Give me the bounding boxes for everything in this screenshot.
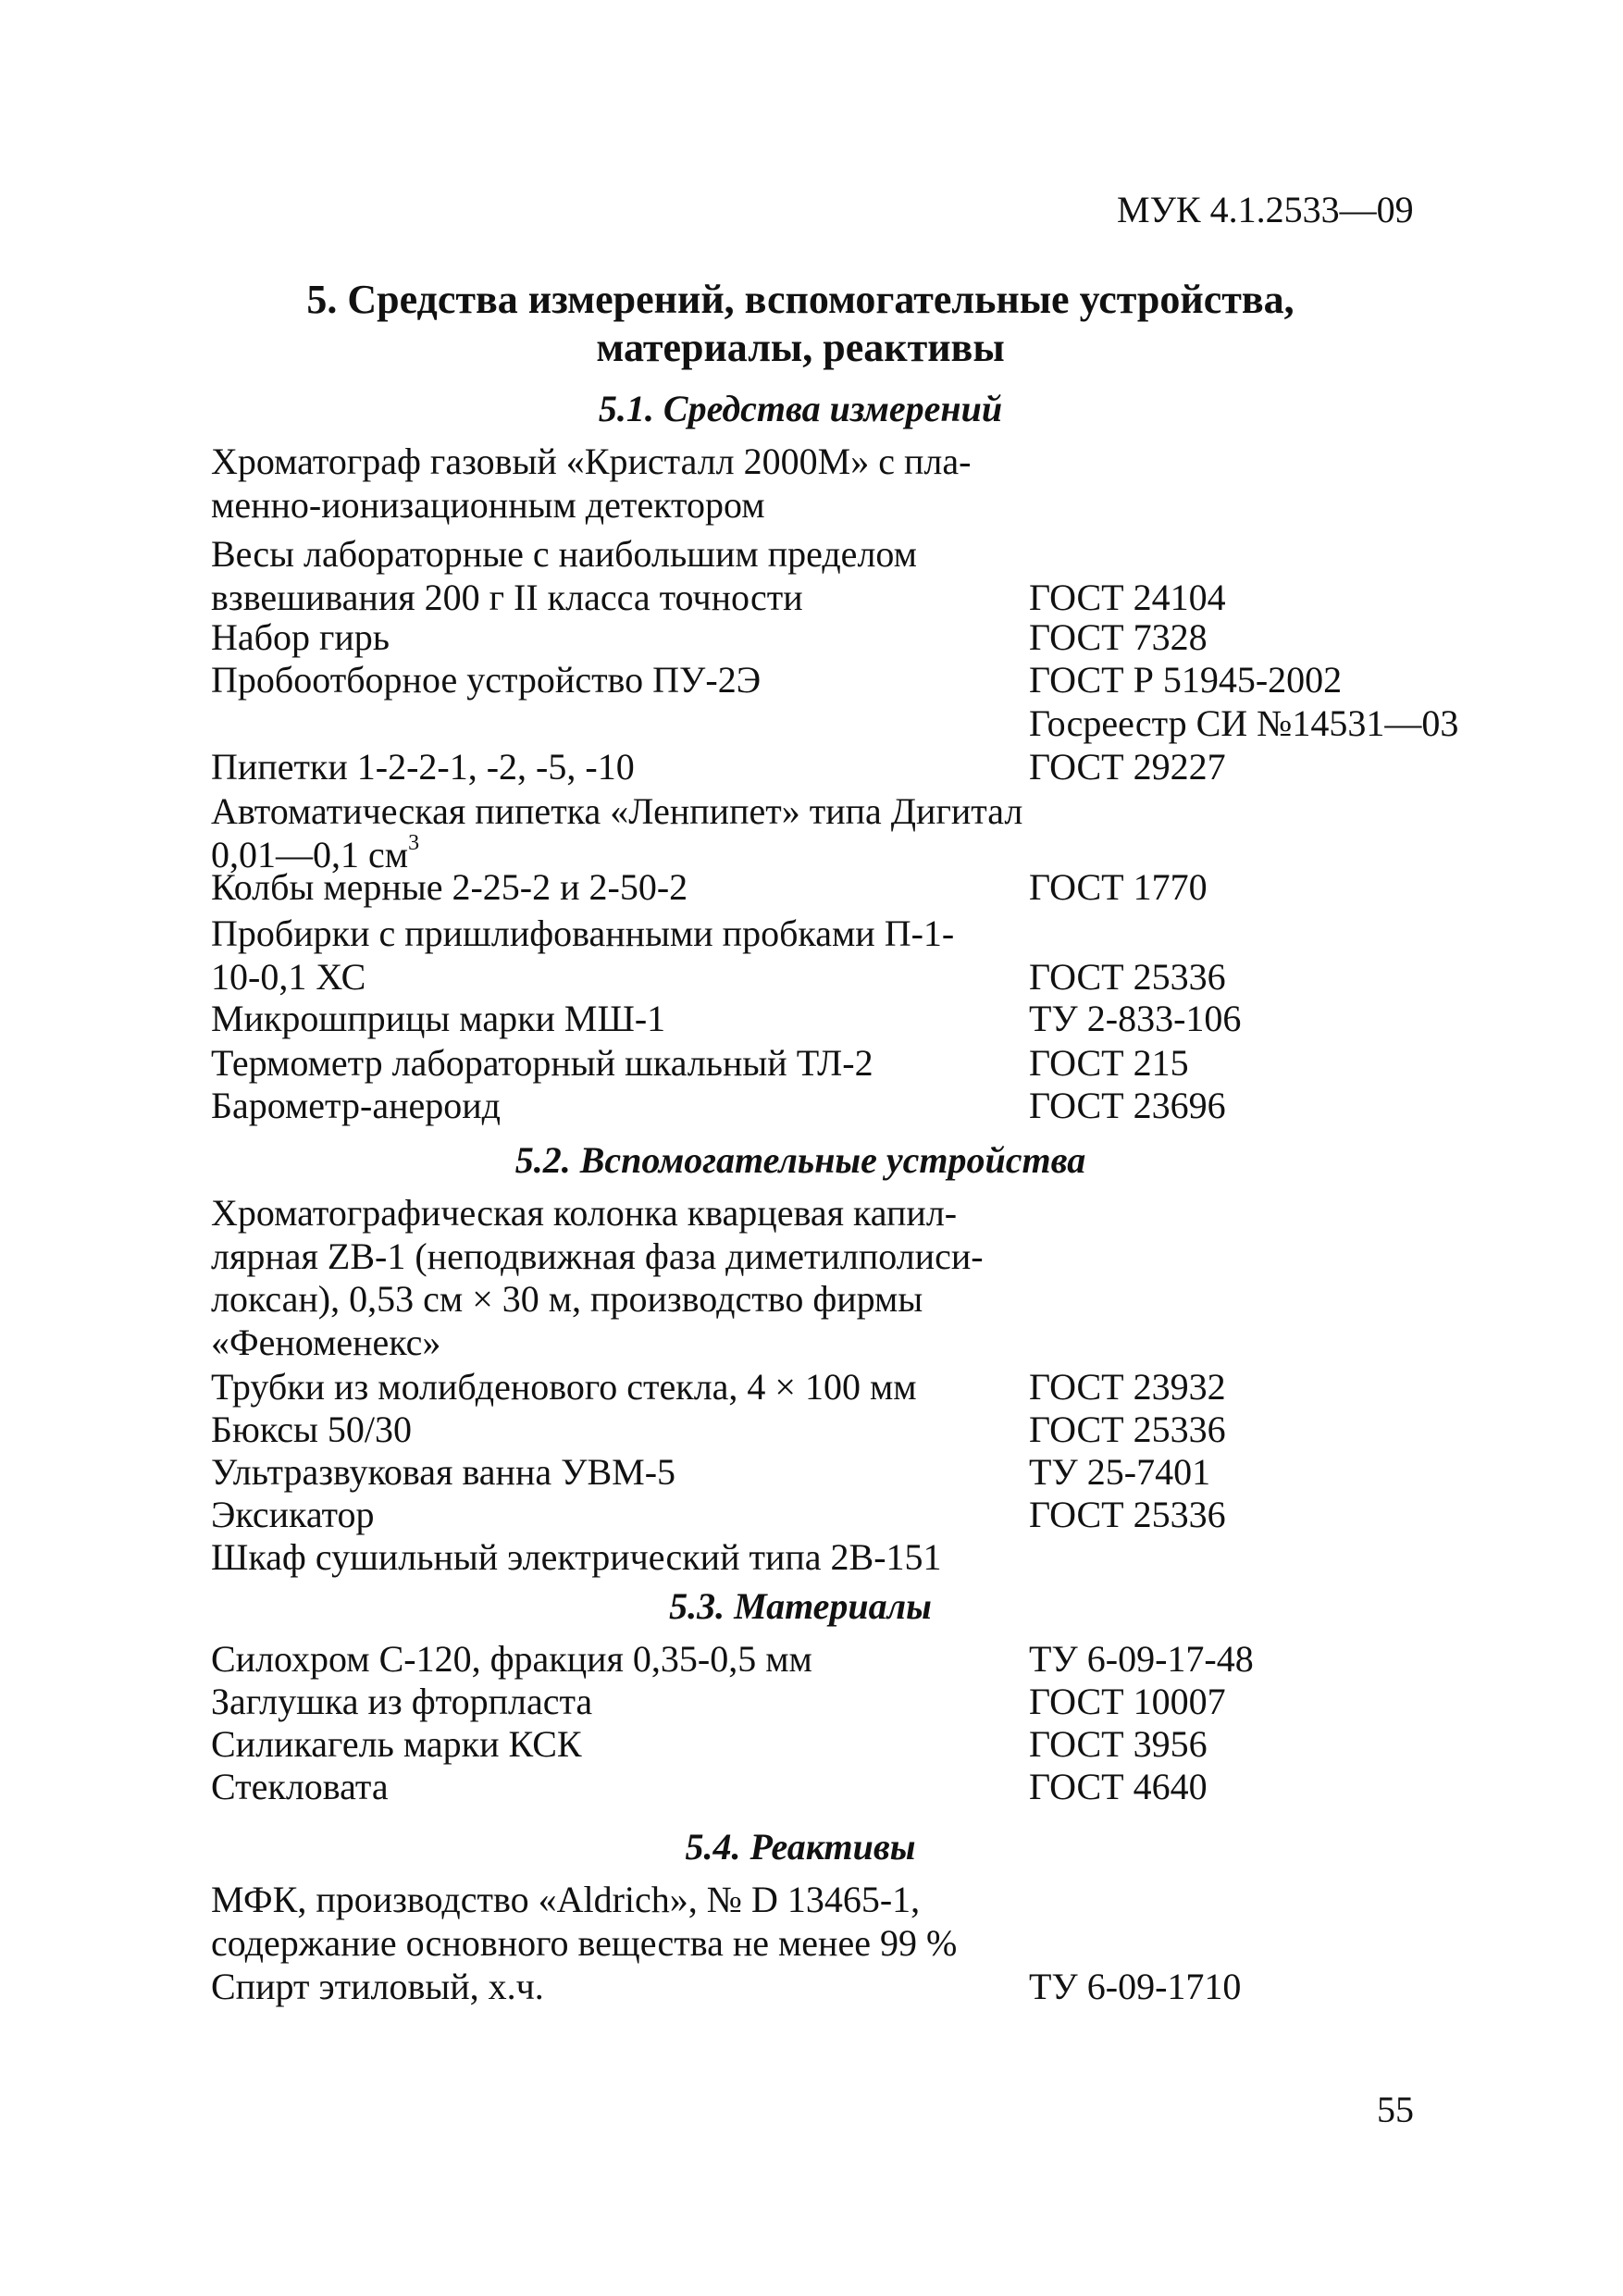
- section-title-line: 5. Средства измерений, вспомогательные устройства,: [306, 277, 1295, 322]
- item-standard-ref: [1029, 1042, 1189, 1086]
- standard-ref-line: ГОСТ 3956: [1029, 1723, 1208, 1765]
- item-name: [211, 1494, 1025, 1537]
- list-item: [211, 912, 1469, 999]
- list-item: [211, 1723, 1469, 1767]
- list-item: [211, 1638, 1469, 1682]
- list-item: [211, 1085, 1469, 1128]
- list-item: [211, 1192, 1469, 1364]
- item-standard-ref: [1029, 1638, 1254, 1682]
- item-name-line: Микрошприцы марки МШ-1: [211, 998, 666, 1039]
- item-name-line: Бюксы 50/30: [211, 1409, 413, 1450]
- item-name-line: 0,01—0,1 $см^3$: [211, 831, 420, 875]
- item-name: [211, 616, 1025, 660]
- item-standard-ref: [1029, 1766, 1208, 1809]
- item-name: [211, 1536, 1025, 1580]
- item-name-line: Пробоотборное устройство ПУ-2Э: [211, 659, 762, 701]
- item-name-line: Колбы мерные 2-25-2 и 2-50-2: [211, 866, 688, 908]
- list-item: [211, 1451, 1469, 1495]
- item-name-line: Ультразвуковая ванна УВМ-5: [211, 1451, 676, 1493]
- page-number: 55: [1377, 2089, 1414, 2130]
- item-name: [211, 659, 1025, 702]
- standard-ref-line: ТУ 6-09-17-48: [1029, 1638, 1254, 1680]
- item-standard-ref: [1029, 659, 1458, 745]
- item-name: [211, 1409, 1025, 1452]
- item-name-line: Силохром С-120, фракция 0,35-0,5 мм: [211, 1638, 812, 1680]
- item-standard-ref: [1029, 998, 1241, 1041]
- list-item: [211, 659, 1469, 744]
- item-standard-ref: [1029, 1494, 1226, 1537]
- item-name: [211, 1451, 1025, 1495]
- item-standard-ref: [1029, 577, 1226, 620]
- item-name-line: Барометр-анероид: [211, 1085, 501, 1126]
- list-item: [211, 790, 1469, 876]
- item-name: [211, 1638, 1025, 1682]
- standard-ref-line: ТУ 2-833-106: [1029, 998, 1242, 1039]
- item-name: [211, 790, 1025, 876]
- item-standard-ref: [1029, 1966, 1241, 2009]
- list-item: [211, 1879, 1469, 1965]
- item-name-line: Эксикатор: [211, 1494, 375, 1535]
- list-item: [211, 533, 1469, 619]
- item-name-line: Заглушка из фторпласта: [211, 1681, 593, 1722]
- standard-ref-line: ГОСТ 25336: [1029, 955, 1226, 998]
- list-item: [211, 1966, 1469, 2009]
- item-name: [211, 1879, 1025, 1965]
- item-name: [211, 1192, 1025, 1364]
- item-name: [211, 1681, 1025, 1724]
- list-item: [211, 1536, 1469, 1580]
- list-item: [211, 1042, 1469, 1086]
- item-name-line: локсан), 0,53 см × 30 м, производство фирмы: [211, 1278, 923, 1320]
- standard-ref-line: ГОСТ 25336: [1029, 1494, 1226, 1535]
- list-item: [211, 1766, 1469, 1809]
- item-name-line: Трубки из молибденового стекла, 4 × 100 мм: [211, 1366, 917, 1408]
- item-name-line: Силикагель марки КСК: [211, 1723, 582, 1765]
- list-item: [211, 746, 1469, 789]
- item-standard-ref: [1029, 1451, 1210, 1495]
- item-standard-ref: [1029, 1366, 1226, 1409]
- subsection-title: 5.1. Средства измерений: [598, 388, 1003, 429]
- item-standard-ref: [1029, 1723, 1208, 1767]
- item-name-line: Стекловата: [211, 1766, 389, 1807]
- item-name-line: «Феноменекс»: [211, 1321, 441, 1363]
- standard-ref-line: ГОСТ 4640: [1029, 1766, 1208, 1807]
- list-item: [211, 616, 1469, 660]
- item-name-line: содержание основного вещества не менее 99 %: [211, 1921, 958, 1964]
- item-name: [211, 746, 1025, 789]
- list-item: [211, 1494, 1469, 1537]
- list-item: [211, 441, 1469, 527]
- item-name: [211, 912, 1025, 999]
- standard-ref-line: ГОСТ 23696: [1029, 1085, 1226, 1126]
- item-name-line: лярная ZB-1 (неподвижная фаза диметилполиси-: [211, 1235, 984, 1277]
- subsection-title: 5.4. Реактивы: [685, 1826, 916, 1868]
- subsection-title: 5.3. Материалы: [669, 1585, 932, 1627]
- item-name-line: Спирт этиловый, х.ч.: [211, 1966, 544, 2007]
- item-name: [211, 998, 1025, 1041]
- standard-ref-line: Госреестр СИ №14531—03: [1029, 701, 1459, 744]
- standard-ref-line: ГОСТ 7328: [1029, 616, 1208, 658]
- list-item: [211, 866, 1469, 910]
- item-standard-ref: [1029, 1409, 1226, 1452]
- item-name: [211, 1366, 1025, 1409]
- section-title: [185, 276, 1416, 372]
- standard-ref-line: ГОСТ 10007: [1029, 1681, 1226, 1722]
- item-name-line: МФК, производство «Aldrich», № D 13465-1,: [211, 1879, 921, 1920]
- item-name-line: Термометр лабораторный шкальный ТЛ-2: [211, 1042, 873, 1084]
- item-name-line: Хроматографическая колонка кварцевая капил-: [211, 1192, 958, 1234]
- item-name: [211, 441, 1025, 527]
- item-name: [211, 1723, 1025, 1767]
- item-name: [211, 1966, 1025, 2009]
- standard-ref-line: ТУ 25-7401: [1029, 1451, 1211, 1493]
- standard-ref-line: ГОСТ 29227: [1029, 746, 1226, 788]
- item-name-line: Пипетки 1-2-2-1, -2, -5, -10: [211, 746, 635, 788]
- item-standard-ref: [1029, 746, 1226, 789]
- item-name-line: взвешивания 200 г II класса точности: [211, 576, 803, 618]
- item-name: [211, 533, 1025, 619]
- item-name-line: Хроматограф газовый «Кристалл 2000М» с пла-: [211, 441, 972, 482]
- subsection-title: 5.2. Вспомогательные устройства: [514, 1139, 1086, 1181]
- list-item: [211, 1366, 1469, 1409]
- item-name-line: Набор гирь: [211, 616, 390, 658]
- item-standard-ref: [1029, 866, 1208, 910]
- item-standard-ref: [1029, 1085, 1226, 1128]
- item-name: [211, 1085, 1025, 1128]
- standard-ref-line: ТУ 6-09-1710: [1029, 1966, 1242, 2007]
- list-item: [211, 1681, 1469, 1724]
- item-name: [211, 866, 1025, 910]
- item-name-line: Пробирки с пришлифованными пробками П-1-: [211, 912, 955, 954]
- item-name-line: Весы лабораторные с наибольшим пределом: [211, 533, 917, 575]
- superscript: 3: [408, 831, 420, 856]
- item-standard-ref: [1029, 616, 1208, 660]
- item-name-line: менно-ионизационным детектором: [211, 483, 765, 526]
- item-name-line: Шкаф сушильный электрический типа 2В-151: [211, 1536, 942, 1578]
- standard-ref-line: ГОСТ 25336: [1029, 1409, 1226, 1450]
- standard-ref-line: ГОСТ 1770: [1029, 866, 1208, 908]
- item-name-line: Автоматическая пипетка «Ленпипет» типа Дигитал: [211, 790, 1023, 832]
- standard-ref-line: ГОСТ 23932: [1029, 1366, 1226, 1408]
- item-standard-ref: [1029, 1681, 1226, 1724]
- list-item: [211, 1409, 1469, 1452]
- standard-ref-line: ГОСТ 24104: [1029, 576, 1226, 618]
- item-name: [211, 1766, 1025, 1809]
- running-head: МУК 4.1.2533—09: [1117, 189, 1414, 230]
- item-standard-ref: [1029, 956, 1226, 999]
- standard-ref-line: ГОСТ Р 51945-2002: [1029, 659, 1343, 701]
- list-item: [211, 998, 1469, 1041]
- section-title-line: материалы, реактивы: [596, 325, 1005, 370]
- standard-ref-line: ГОСТ 215: [1029, 1042, 1189, 1084]
- item-name: [211, 1042, 1025, 1086]
- item-name-line: 10-0,1 ХС: [211, 955, 366, 998]
